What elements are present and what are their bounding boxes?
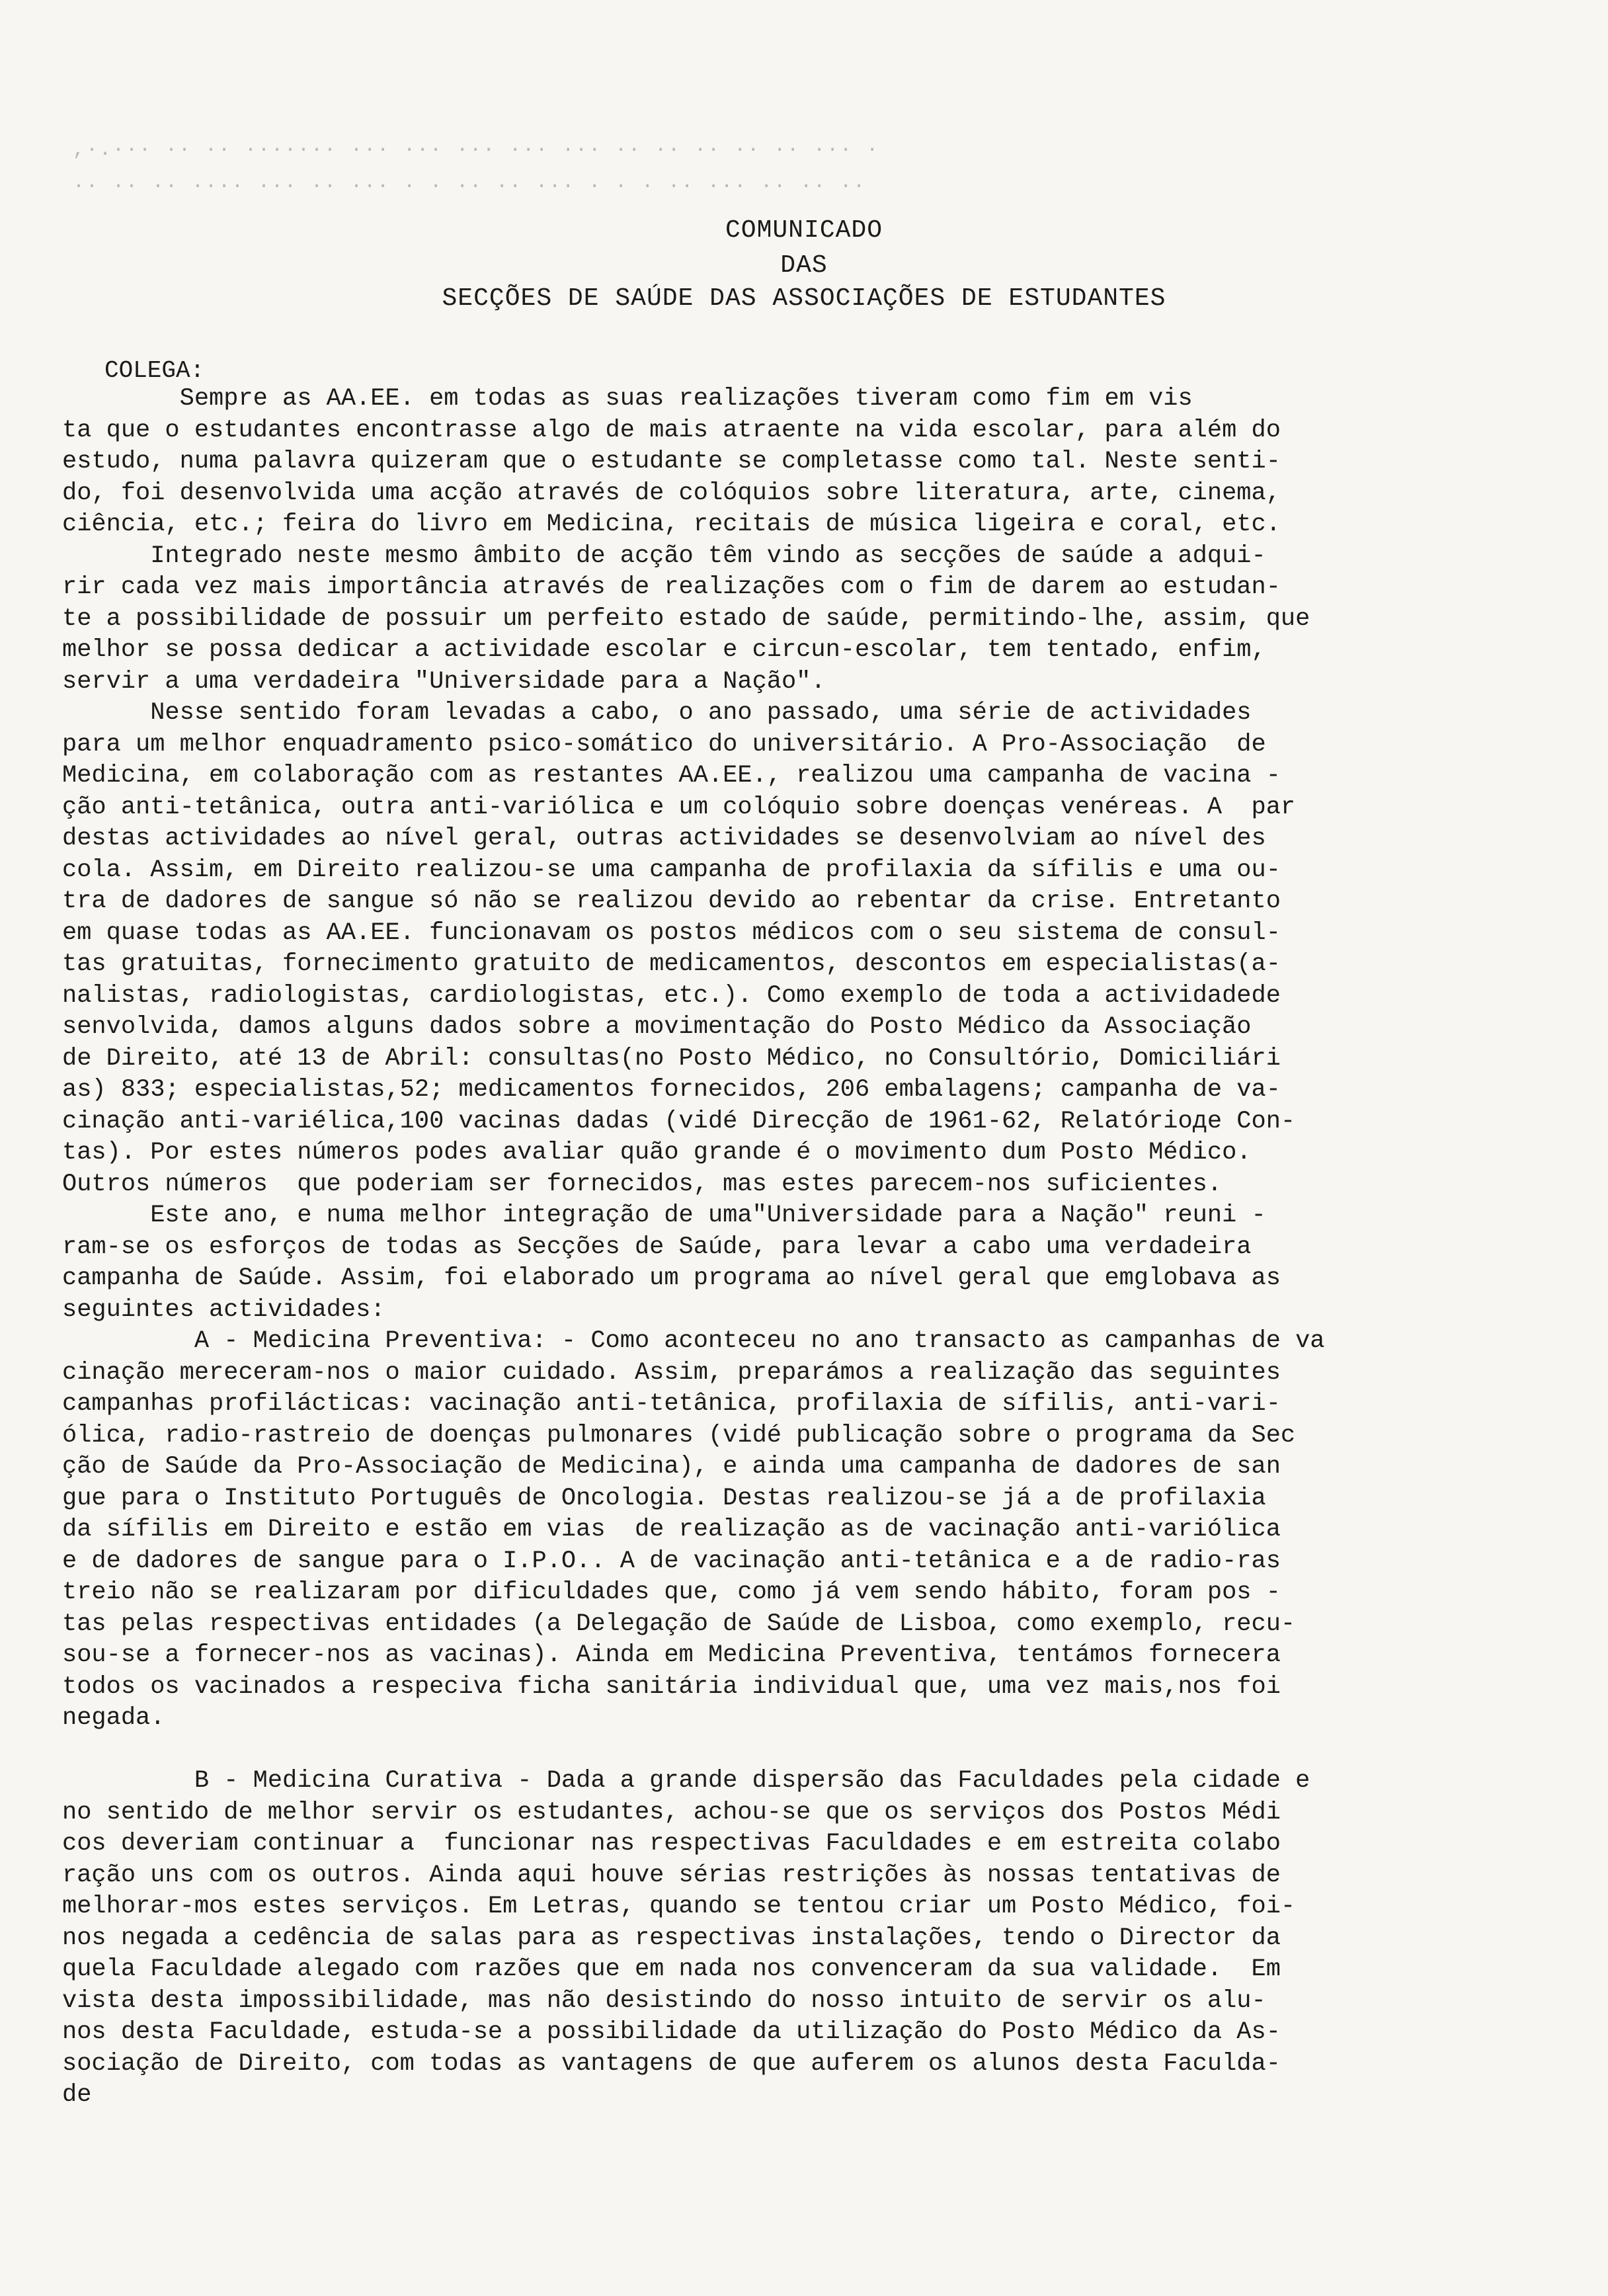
text-line: nalistas, radiologistas, cardiologistas, etc.). Como exemplo de toda a actividadede xyxy=(62,981,1281,1010)
text-line: da sífilis em Direito e estão em vias de realização as de vacinação anti-variólica xyxy=(62,1516,1281,1543)
text-line: Sempre as AA.EE. em todas as suas realizações tiveram como fim em vis xyxy=(62,385,1193,413)
text-line: tas). Por estes números podes avaliar quão grande é o movimento dum Posto Médico. xyxy=(62,1139,1252,1167)
text-line: destas actividades ao nível geral, outras actividades se desenvolviam ao nível des xyxy=(62,825,1266,852)
text-line: cos deveriam continuar a funcionar nas respectivas Faculdades e em estreita colabo xyxy=(62,1830,1281,1858)
document-subtitle-das: DAS xyxy=(780,251,828,280)
text-line: Nesse sentido foram levadas a cabo, o ano passado, uma série de actividades xyxy=(62,699,1252,727)
text-line: treio não se realizaram por dificuldades que, como já vem sendo hábito, foram pos - xyxy=(62,1578,1281,1606)
text-line: sociação de Direito, com todas as vantagens de que auferem os alunos desta Faculda- xyxy=(62,2049,1281,2078)
text-line: tas pelas respectivas entidades (a Delegação de Saúde de Lisboa, como exemplo, recu- xyxy=(62,1610,1296,1638)
text-line: ólica, radio-rastreio de doenças pulmonares (vidé publicação sobre o programa da Sec xyxy=(62,1421,1296,1450)
bleed-through-marks: ,·.··· ·· ·· ······· ··· ··· ··· ··· ··· ·· ·· ·· ·· ·· ··· · xyxy=(73,139,880,161)
text-line: Medicina, em colaboração com as restantes AA.EE., realizou uma campanha de vacina - xyxy=(62,762,1281,790)
text-line: senvolvida, damos alguns dados sobre a movimentação do Posto Médico da Associação xyxy=(62,1013,1252,1041)
text-line: servir a uma verdadeira "Universidade para a Nação". xyxy=(62,667,826,696)
text-line: melhor se possa dedicar a actividade escolar e circun-escolar, tem tentado, enfim, xyxy=(62,636,1266,664)
text-line: e de dadores de sangue para o I.P.O.. A de vacinação anti-tetânica e a de radio-ras xyxy=(62,1547,1281,1575)
text-line: vista desta impossibilidade, mas não desistindo do nosso intuito de servir os alu- xyxy=(62,1987,1266,2015)
text-line: nos negada a cedência de salas para as respectivas instalações, tendo o Director da xyxy=(62,1924,1281,1952)
text-line: em quase todas as AA.EE. funcionavam os postos médicos com o seu sistema de consul- xyxy=(62,919,1281,947)
text-line: B - Medicina Curativa - Dada a grande dispersão das Faculdades pela cidade e xyxy=(62,1767,1310,1795)
text-line: quela Faculdade alegado com razões que em nada nos convenceram da sua validade. Em xyxy=(62,1955,1281,1983)
text-line: de Direito, até 13 de Abril: consultas(no Posto Médico, no Consultório, Domiciliári xyxy=(62,1044,1281,1073)
text-line: ciência, etc.; feira do livro em Medicina, recitais de música ligeira e coral, etc. xyxy=(62,511,1281,538)
text-line: Integrado neste mesmo âmbito de acção têm vindo as secções de saúde a adqui- xyxy=(62,542,1266,570)
text-line: ção de Saúde da Pro-Associação de Medicina), e ainda uma campanha de dadores de san xyxy=(62,1453,1281,1481)
text-line: as) 833; especialistas,52; medicamentos fornecidos, 206 embalagens; campanha de va- xyxy=(62,1076,1281,1104)
text-line: estudo, numa palavra quizeram que o estudante se completasse como tal. Neste senti- xyxy=(62,448,1281,475)
text-line: cinação anti-variélica,100 vacinas dadas (vidé Direcção de 1961-62, Relatórioде Con- xyxy=(62,1107,1296,1135)
text-line: para um melhor enquadramento psico-somático do universitário. A Pro-Associação de xyxy=(62,730,1266,758)
text-line: melhorar-mos estes serviços. Em Letras, quando se tentou criar um Posto Médico, foi- xyxy=(62,1893,1296,1920)
text-line: Outros números que poderiam ser fornecidos, mas estes parecem-nos suficientes. xyxy=(62,1170,1223,1198)
text-line: cola. Assim, em Direito realizou-se uma campanha de profilaxia da sífilis e uma ou- xyxy=(62,856,1281,884)
text-line: nos desta Faculdade, estuda-se a possibilidade da utilização do Posto Médico da As- xyxy=(62,2018,1281,2046)
document-subtitle-seccoes: SECÇÕES DE SAÚDE DAS ASSOCIAÇÕES DE ESTUDANTES xyxy=(442,284,1166,313)
text-line: cinação mereceram-nos o maior cuidado. Assim, preparámos a realização das seguintes xyxy=(62,1358,1281,1387)
greeting: COLEGA: xyxy=(104,357,205,384)
text-line: do, foi desenvolvida uma acção através de colóquios sobre literatura, arte, cinema, xyxy=(62,479,1281,507)
text-line: campanha de Saúde. Assim, foi elaborado um programa ao nível geral que emglobava as xyxy=(62,1264,1281,1292)
text-line: seguintes actividades: xyxy=(62,1295,385,1324)
text-line: no sentido de melhor servir os estudantes, achou-se que os serviços dos Postos Médi xyxy=(62,1798,1281,1826)
text-line: gue para o Instituto Português de Oncologia. Destas realizou-se já a de profilaxia xyxy=(62,1484,1266,1512)
bleed-through-marks-2: ·· ·· ·· ···· ··· ·· ··· · · ·· ·· ··· · · · ·· ··· ·· ·· ·· xyxy=(73,175,867,198)
text-line: te a possibilidade de possuir um perfeito estado de saúde, permitindo-lhe, assim, que xyxy=(62,604,1310,633)
text-line: de xyxy=(62,2081,92,2109)
text-line: ta que o estudantes encontrasse algo de mais atraente na vida escolar, para além do xyxy=(62,416,1281,444)
text-line: A - Medicina Preventiva: - Como aconteceu no ano transacto as campanhas de va xyxy=(62,1327,1325,1355)
text-line: campanhas profilácticas: vacinação anti-tetânica, profilaxia de sífilis, anti-vari- xyxy=(62,1390,1281,1418)
text-line: ram-se os esforços de todas as Secções de Saúde, para levar a cabo uma verdadeira xyxy=(62,1233,1252,1261)
text-line: sou-se a fornecer-nos as vacinas). Ainda em Medicina Preventiva, tentámos fornecera xyxy=(62,1641,1281,1669)
text-line: tra de dadores de sangue só não se realizou devido ao rebentar da crise. Entretanto xyxy=(62,887,1281,915)
text-line: negada. xyxy=(62,1704,165,1732)
text-line: ção anti-tetânica, outra anti-variólica e um colóquio sobre doenças venéreas. A par xyxy=(62,793,1296,821)
document-title: COMUNICADO xyxy=(725,216,883,245)
text-line: rir cada vez mais importância através de realizações com o fim de darem ao estudan- xyxy=(62,573,1281,601)
body-text xyxy=(62,384,1550,2112)
text-line: tas gratuitas, fornecimento gratuito de medicamentos, descontos em especialistas(a- xyxy=(62,950,1281,978)
paragraph-gap xyxy=(62,1735,1550,1766)
text-line: Este ano, e numa melhor integração de uma"Universidade para a Nação" reuni - xyxy=(62,1202,1266,1229)
text-line: ração uns com os outros. Ainda aqui houve sérias restrições às nossas tentativas de xyxy=(62,1861,1281,1889)
text-line: todos os vacinados a respeciva ficha sanitária individual que, uma vez mais,nos foi xyxy=(62,1672,1281,1701)
